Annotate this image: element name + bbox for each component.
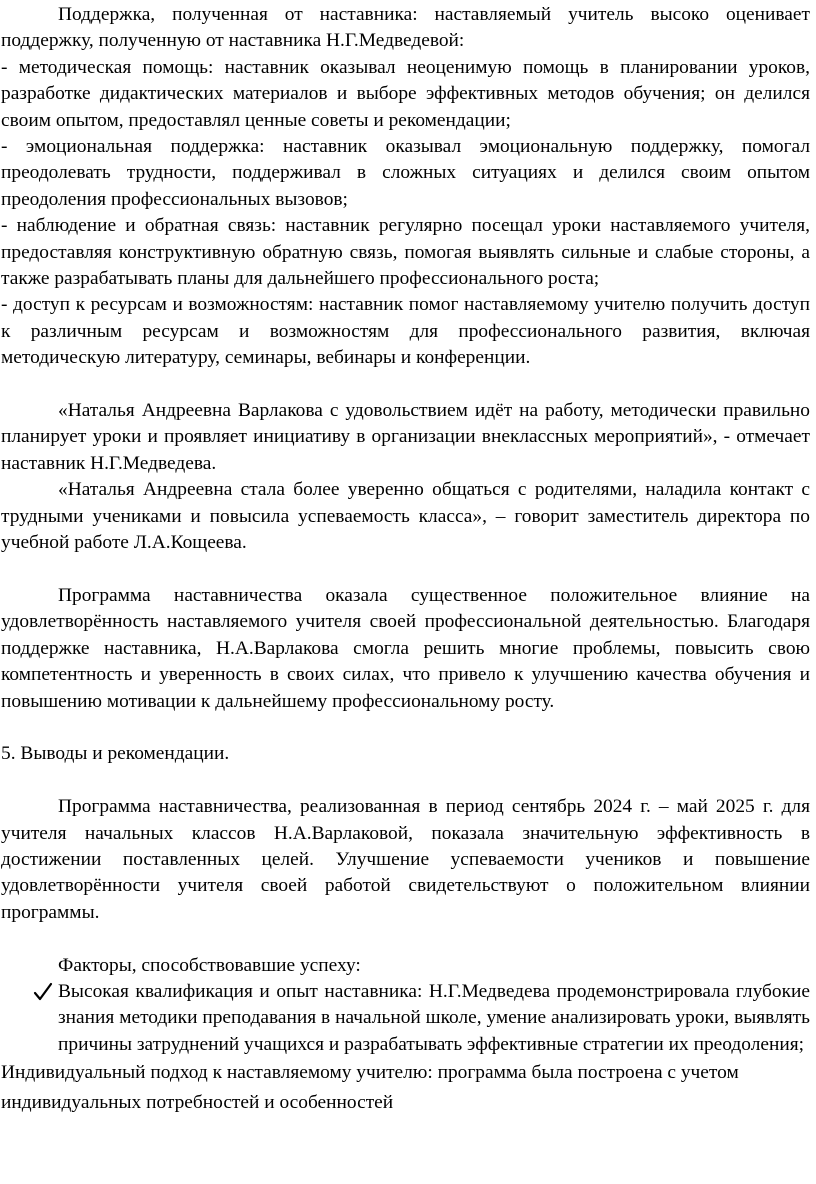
section-heading: 5. Выводы и рекомендации. [1, 743, 230, 765]
conclusion-paragraph: Программа наставничества, реализованная в период сентябрь 2024 г. – май 2025 г. для учителя начальных классов Н.А.Варлаковой, показала значительную эффективность в достижении поставленных целей. Улучшение успеваемости учеников и повышение удовлетворённости учителя своей работой свидетельствуют о положительном влиянии программы. [1, 796, 810, 923]
support-item-methodical: - методическая помощь: наставник оказывал неоценимую помощь в планировании уроков, разработке дидактических материалов и выборе эффективных методов обучения; он делился своим опытом, предоставлял ценные советы и рекомендации; [1, 56, 810, 131]
check-mark-icon [33, 979, 53, 1005]
factors-list [1, 979, 810, 1058]
quote-deputy: «Наталья Андреевна стала более уверенно общаться с родителями, наладила контакт с трудными учениками и повысила успеваемость класса», – говорит заместитель директора по учебной работе Л.А.Кощеева. [1, 479, 810, 554]
program-impact-paragraph: Программа наставничества оказала существенное положительное влияние на удовлетворённость наставляемого учителя своей профессиональной деятельностью. Благодаря поддержке наставника, Н.А.Варлакова смогла решить многие проблемы, повысить свою компетентность и уверенность в своих силах, что привело к улучшению качества обучения и повышению мотивации к дальнейшему профессиональному росту. [1, 584, 810, 712]
spacer [1, 557, 810, 583]
support-item-emotional: - эмоциональная поддержка: наставник оказывал эмоциональную поддержку, помогал преодолевать трудности, поддерживал в сложных ситуациях и делился своим опытом преодоления профессиональных вызовов; [1, 136, 810, 210]
spacer [1, 768, 810, 794]
quote-mentor: «Наталья Андреевна Варлакова с удовольствием идёт на работу, методически правильно планирует уроки и проявляет инициативу в организации внеклассных мероприятий», - отмечает наставник Н.Г.Медведева. [1, 400, 810, 474]
individual-approach-text: Индивидуальный подход к наставляемому учителю: программа была построена с учетом индивидуальных потребностей и особенностей [1, 1062, 739, 1114]
support-intro: Поддержка, полученная от наставника: наставляемый учитель высоко оценивает поддержку, полученную от наставника Н.Г.Медведевой: [1, 4, 810, 52]
list-item [1, 979, 810, 1058]
support-item-feedback: - наблюдение и обратная связь: наставник регулярно посещал уроки наставляемого учителя, предоставляя конструктивную обратную связь, помогая выявлять сильные и слабые стороны, а также разрабатывать планы для дальнейшего профессионального роста; [1, 215, 810, 290]
spacer [1, 926, 810, 952]
support-item-resources: - доступ к ресурсам и возможностям: наставник помог наставляемому учителю получить доступ к различным ресурсам и возможностям для профессионального развития, включая методическую литературу, семинары, вебинары и конференции. [1, 294, 810, 369]
spacer [1, 715, 810, 741]
factor-text: Высокая квалификация и опыт наставника: Н.Г.Медведева продемонстрировала глубокие знания методики преподавания в начальной школе, умение анализировать уроки, выявлять причины затруднений учащихся и разрабатывать эффективные стратегии их преодоления; [58, 980, 810, 1055]
factors-title: Факторы, способствовавшие успеху: [58, 954, 361, 976]
spacer [1, 372, 810, 398]
